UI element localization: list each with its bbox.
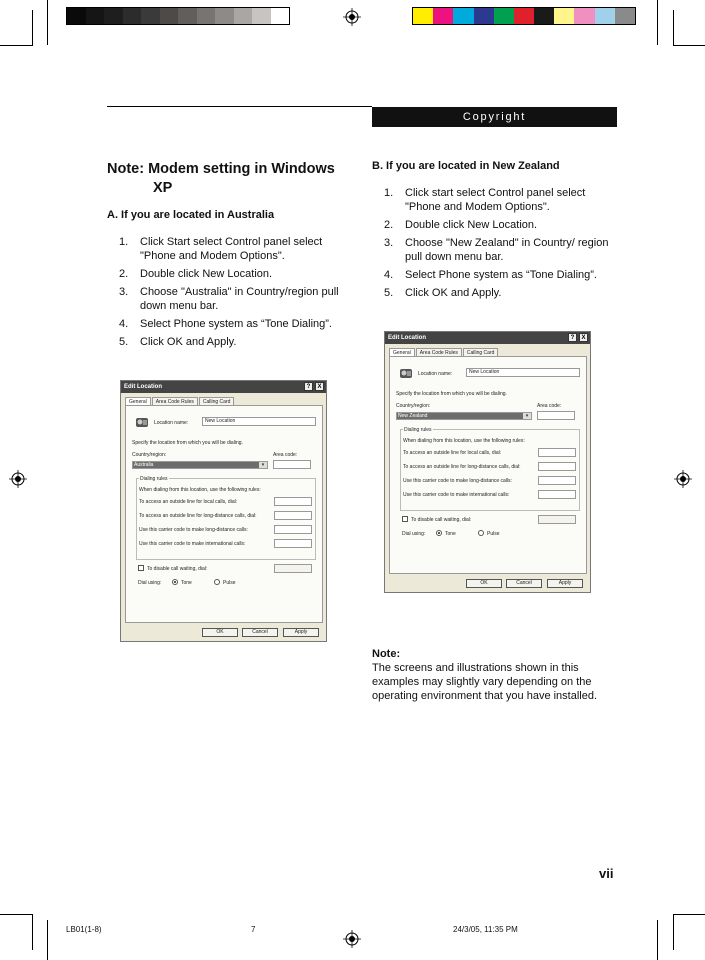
color-swatch [474, 8, 494, 24]
grayscale-swatch [123, 8, 142, 24]
registration-target-right [674, 470, 692, 488]
area-code-label: Area code: [537, 403, 562, 409]
step-item [372, 236, 617, 264]
apply-button[interactable]: Apply [283, 628, 319, 637]
step-number: 2. [119, 268, 129, 280]
ok-button[interactable]: OK [466, 579, 502, 588]
phone-location-icon [399, 366, 413, 380]
edit-location-dialog-australia [120, 380, 327, 642]
country-region-value: Australia [134, 462, 154, 468]
pulse-label: Pulse [487, 531, 500, 537]
rule-local-input[interactable] [274, 497, 312, 506]
tab-general[interactable]: General [125, 397, 151, 406]
rule-carrier-intl-input[interactable] [538, 490, 576, 499]
edit-location-dialog-new-zealand [384, 331, 591, 593]
grayscale-swatch [160, 8, 179, 24]
color-swatch [534, 8, 554, 24]
color-swatch [595, 8, 615, 24]
step-number: 3. [384, 237, 394, 249]
rule-local-label: To access an outside line for local calls, dial: [139, 499, 238, 505]
crop-mark-tr-v [657, 0, 658, 45]
help-button[interactable]: ? [568, 333, 577, 342]
area-code-label: Area code: [273, 452, 298, 458]
step-item [107, 267, 357, 281]
grayscale-swatch [271, 8, 290, 24]
grayscale-swatch [178, 8, 197, 24]
color-swatch [514, 8, 534, 24]
grayscale-swatch [252, 8, 271, 24]
grayscale-swatch [215, 8, 234, 24]
note-text: The screens and illustrations shown in this examples may slightly vary depending on the operating environment that you have installed. [372, 662, 598, 702]
rule-long-label: To access an outside line for long-distance calls, dial: [139, 513, 257, 519]
disable-call-waiting-select[interactable] [538, 515, 576, 524]
step-number: 3. [119, 286, 129, 298]
chevron-down-icon: ▾ [523, 413, 531, 419]
general-panel [389, 356, 587, 574]
pulse-radio[interactable] [214, 579, 220, 585]
color-calibration-bar [412, 7, 636, 25]
steps-list-australia [107, 235, 357, 353]
cancel-button[interactable]: Cancel [242, 628, 278, 637]
phone-location-icon [135, 415, 149, 429]
rule-carrier-long-label: Use this carrier code to make long-distance calls: [139, 527, 248, 533]
disable-call-waiting-checkbox[interactable] [138, 565, 144, 571]
header-rule [107, 106, 372, 107]
step-text: Select Phone system as “Tone Dialing”. [140, 318, 332, 330]
tab-calling-card[interactable]: Calling Card [463, 348, 499, 357]
note-heading: Note: [372, 648, 401, 660]
crop-mark-tl-v [47, 0, 48, 45]
color-swatch [433, 8, 453, 24]
specify-text: Specify the location from which you will be dialing. [396, 391, 507, 397]
crop-mark-bl-v [47, 920, 48, 960]
step-item [107, 335, 357, 349]
tab-area-code-rules[interactable]: Area Code Rules [152, 397, 198, 406]
page-number: vii [599, 866, 614, 881]
dialing-rules-intro: When dialing from this location, use the following rules: [403, 438, 525, 444]
step-item [107, 285, 357, 313]
grayscale-swatch [104, 8, 123, 24]
step-text: Double click New Location. [140, 268, 273, 280]
dialing-rules-legend: Dialing rules [140, 476, 168, 482]
step-item [372, 218, 617, 232]
disable-call-waiting-checkbox[interactable] [402, 516, 408, 522]
color-swatch [413, 8, 433, 24]
color-swatch [453, 8, 473, 24]
crop-mark-br-v2 [673, 914, 674, 950]
location-name-label: Location name: [154, 420, 189, 426]
subhead-new-zealand: B. If you are located in New Zealand [372, 160, 560, 172]
step-item [372, 268, 617, 282]
country-region-select[interactable] [132, 461, 268, 469]
tone-label: Tone [181, 580, 192, 586]
pulse-label: Pulse [223, 580, 236, 586]
copyright-banner: Copyright [372, 107, 617, 127]
disable-call-waiting-label: To disable call waiting, dial: [147, 566, 208, 572]
crop-mark-bl-v2 [32, 914, 33, 950]
subhead-australia: A. If you are located in Australia [107, 209, 275, 221]
step-item [107, 235, 357, 263]
help-button[interactable]: ? [304, 382, 313, 391]
step-item [372, 186, 617, 214]
close-button[interactable]: X [315, 382, 324, 391]
note-box [372, 647, 622, 703]
close-button[interactable]: X [579, 333, 588, 342]
rule-carrier-intl-label: Use this carrier code to make international calls: [139, 541, 246, 547]
ok-button[interactable]: OK [202, 628, 238, 637]
cancel-button[interactable]: Cancel [506, 579, 542, 588]
rule-carrier-intl-input[interactable] [274, 539, 312, 548]
dial-using-label: Dial using: [402, 531, 426, 537]
crop-mark-br-h [673, 914, 705, 915]
crop-mark-br-v [657, 920, 658, 960]
crop-mark-tr-h [673, 45, 705, 46]
area-code-input[interactable] [273, 460, 311, 469]
step-number: 5. [384, 287, 394, 299]
registration-target-left [9, 470, 27, 488]
footer-file: LB01(1-8) [66, 925, 102, 934]
area-code-input[interactable] [537, 411, 575, 420]
rule-local-label: To access an outside line for local calls, dial: [403, 450, 502, 456]
step-text: Click start select Control panel select "Phone and Modem Options". [405, 187, 586, 213]
dialog-title: Edit Location [124, 384, 162, 390]
dialing-rules-group [136, 478, 316, 560]
rule-long-input[interactable] [538, 462, 576, 471]
step-number: 5. [119, 336, 129, 348]
step-text: Click OK and Apply. [140, 336, 237, 348]
grayscale-swatch [86, 8, 105, 24]
footer-page: 7 [251, 925, 256, 934]
rule-carrier-long-input[interactable] [274, 525, 312, 534]
registration-target-top [343, 8, 361, 26]
steps-list-new-zealand [372, 186, 617, 304]
country-region-label: Country/region: [132, 452, 167, 458]
dial-using-label: Dial using: [138, 580, 162, 586]
chevron-down-icon: ▾ [259, 462, 267, 468]
tone-radio[interactable] [436, 530, 442, 536]
crop-mark-tl-h [0, 45, 32, 46]
step-text: Click Start select Control panel select "Phone and Modem Options". [140, 236, 323, 262]
color-swatch [574, 8, 594, 24]
step-number: 1. [384, 187, 394, 199]
dialog-title: Edit Location [388, 335, 426, 341]
tone-radio[interactable] [172, 579, 178, 585]
country-region-label: Country/region: [396, 403, 431, 409]
step-number: 4. [119, 318, 129, 330]
rule-carrier-intl-label: Use this carrier code to make international calls: [403, 492, 510, 498]
rule-local-input[interactable] [538, 448, 576, 457]
dialog-titlebar [121, 381, 326, 393]
location-name-input[interactable]: New Location [466, 368, 580, 377]
grayscale-calibration-bar [66, 7, 290, 25]
country-region-select[interactable] [396, 412, 532, 420]
disable-call-waiting-select[interactable] [274, 564, 312, 573]
step-number: 4. [384, 269, 394, 281]
location-name-input[interactable]: New Location [202, 417, 316, 426]
specify-text: Specify the location from which you will be dialing. [132, 440, 243, 446]
step-text: Select Phone system as “Tone Dialing”. [405, 269, 597, 281]
general-panel [125, 405, 323, 623]
dialing-rules-group [400, 429, 580, 511]
step-number: 2. [384, 219, 394, 231]
registration-target-bottom [343, 930, 361, 948]
tab-calling-card[interactable]: Calling Card [199, 397, 235, 406]
location-name-label: Location name: [418, 371, 453, 377]
dialing-rules-intro: When dialing from this location, use the following rules: [139, 487, 261, 493]
grayscale-swatch [234, 8, 253, 24]
rule-long-label: To access an outside line for long-distance calls, dial: [403, 464, 521, 470]
pulse-radio[interactable] [478, 530, 484, 536]
footer-timestamp: 24/3/05, 11:35 PM [453, 925, 518, 934]
note-title-line1: Note: Modem setting in Windows [107, 161, 335, 177]
apply-button[interactable]: Apply [547, 579, 583, 588]
color-swatch [494, 8, 514, 24]
rule-carrier-long-input[interactable] [538, 476, 576, 485]
tab-general[interactable]: General [389, 348, 415, 357]
grayscale-swatch [67, 8, 86, 24]
crop-mark-tr-v2 [673, 10, 674, 46]
crop-mark-tl-v2 [32, 10, 33, 46]
note-title-line2: XP [153, 180, 173, 196]
color-swatch [554, 8, 574, 24]
tone-label: Tone [445, 531, 456, 537]
grayscale-swatch [197, 8, 216, 24]
color-swatch [615, 8, 635, 24]
step-text: Double click New Location. [405, 219, 538, 231]
step-item [372, 286, 617, 300]
country-region-value: New Zealand [398, 413, 428, 419]
grayscale-swatch [141, 8, 160, 24]
step-text: Choose "Australia" in Country/region pull down menu bar. [140, 286, 339, 312]
note-title [107, 160, 335, 198]
tab-area-code-rules[interactable]: Area Code Rules [416, 348, 462, 357]
step-text: Click OK and Apply. [405, 287, 502, 299]
step-number: 1. [119, 236, 129, 248]
dialing-rules-legend: Dialing rules [404, 427, 432, 433]
rule-long-input[interactable] [274, 511, 312, 520]
step-text: Choose "New Zealand" in Country/ region pull down menu bar. [405, 237, 609, 263]
step-item [107, 317, 357, 331]
dialog-titlebar [385, 332, 590, 344]
crop-mark-bl-h [0, 914, 32, 915]
disable-call-waiting-label: To disable call waiting, dial: [411, 517, 472, 523]
rule-carrier-long-label: Use this carrier code to make long-distance calls: [403, 478, 512, 484]
